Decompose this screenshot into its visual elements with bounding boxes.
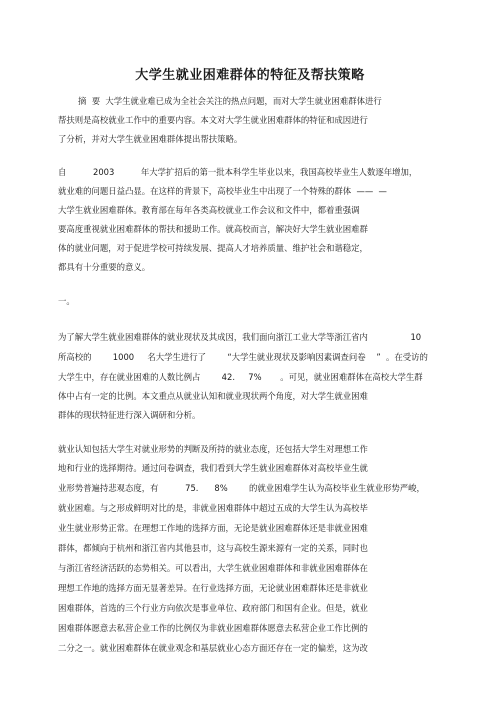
document-title: 大学生就业困难群体的特征及帮扶策略 xyxy=(135,68,365,83)
body-line: 业形势普遍持悲观态度，有 75. 8% 的就业困难学生认为高校毕业生就业形势严峻， xyxy=(58,483,425,493)
body-line: 就业困难。与之形成鲜明对比的是，非就业困难群体中超过五成的大学生认为高校毕 xyxy=(58,503,368,513)
abstract-line: 帮扶则是高校就业工作中的重要内容。本文对大学生就业困难群体的特征和成因进行 xyxy=(58,115,368,125)
body-line: 与浙江省经济活跃的态势相关。可以看出，大学生就业困难群体和非就业困难群体在 xyxy=(58,563,368,573)
body-line: 地和行业的选择期待。通过问卷调查，我们看到大学生就业困难群体对高校毕业生就 xyxy=(58,463,368,473)
body-line: 二分之一。就业困难群体在就业观念和基层就业心态方面还存在一定的偏差，这为改 xyxy=(58,643,368,653)
abstract-line: 摘 要 大学生就业难已成为全社会关注的热点问题，而对大学生就业困难群体进行 xyxy=(78,96,382,106)
body-line: 困难群体愿意去私营企业工作的比例仅为非就业困难群体愿意去私营企业工作比例的 xyxy=(58,623,368,633)
abstract-line: 了分析，并对大学生就业困难群体提出帮扶策略。 xyxy=(58,134,243,144)
body-line: 就业认知包括大学生对就业形势的判断及所持的就业态度，还包括大学生对理想工作 xyxy=(58,444,368,454)
body-line: 要高度重视就业困难群体的帮扶和援助工作。就高校而言，解决好大学生就业困难群 xyxy=(58,224,368,234)
body-line: 就业难的问题日益凸显。在这样的背景下，高校毕业生中出现了一个特殊的群体 —— — xyxy=(58,186,387,196)
body-line: 群体的现状特征进行深入调研和分析。 xyxy=(58,410,201,420)
body-line: 体的就业问题，对于促进学校可持续发展、提高人才培养质量、维护社会和谐稳定， xyxy=(58,243,368,253)
body-line: 都具有十分重要的意义。 xyxy=(58,262,151,272)
body-line: 所高校的 1000 名大学生进行了 “大学生就业现状及影响因素调查问卷 ” 。在受访的 xyxy=(58,352,428,362)
body-line: 自 2003 年大学扩招后的第一批本科学生毕业以来，我国高校毕业生人数逐年增加， xyxy=(58,167,418,177)
body-line: 体中占有一定的比例。本文重点从就业认知和就业现状两个角度，对大学生就业困难 xyxy=(58,391,368,401)
body-line: 群体，都倾向于杭州和浙江省内其他县市，这与高校生源来源有一定的关系，同时也 xyxy=(58,543,368,553)
body-line: 业生就业形势正常。在理想工作地的选择方面，无论是就业困难群体还是非就业困难 xyxy=(58,523,368,533)
body-line: 理想工作地的选择方面无显著差异。在行业选择方面，无论就业困难群体还是非就业 xyxy=(58,583,368,593)
body-line: 困难群体，首选的三个行业方向依次是事业单位、政府部门和国有企业。但是，就业 xyxy=(58,603,368,613)
body-line: 大学生中，存在就业困难的人数比例占 42. 7% 。可见，就业困难群体在高校大学生群 xyxy=(58,372,423,382)
section-heading: 一。 xyxy=(58,296,75,306)
body-line: 为了解大学生就业困难群体的就业现状及其成因，我们面向浙江工业大学等浙江省内 10 xyxy=(58,332,422,342)
body-line: 大学生就业困难群体。教育部在每年各类高校就业工作会议和文件中，都着重强调 xyxy=(58,205,360,215)
